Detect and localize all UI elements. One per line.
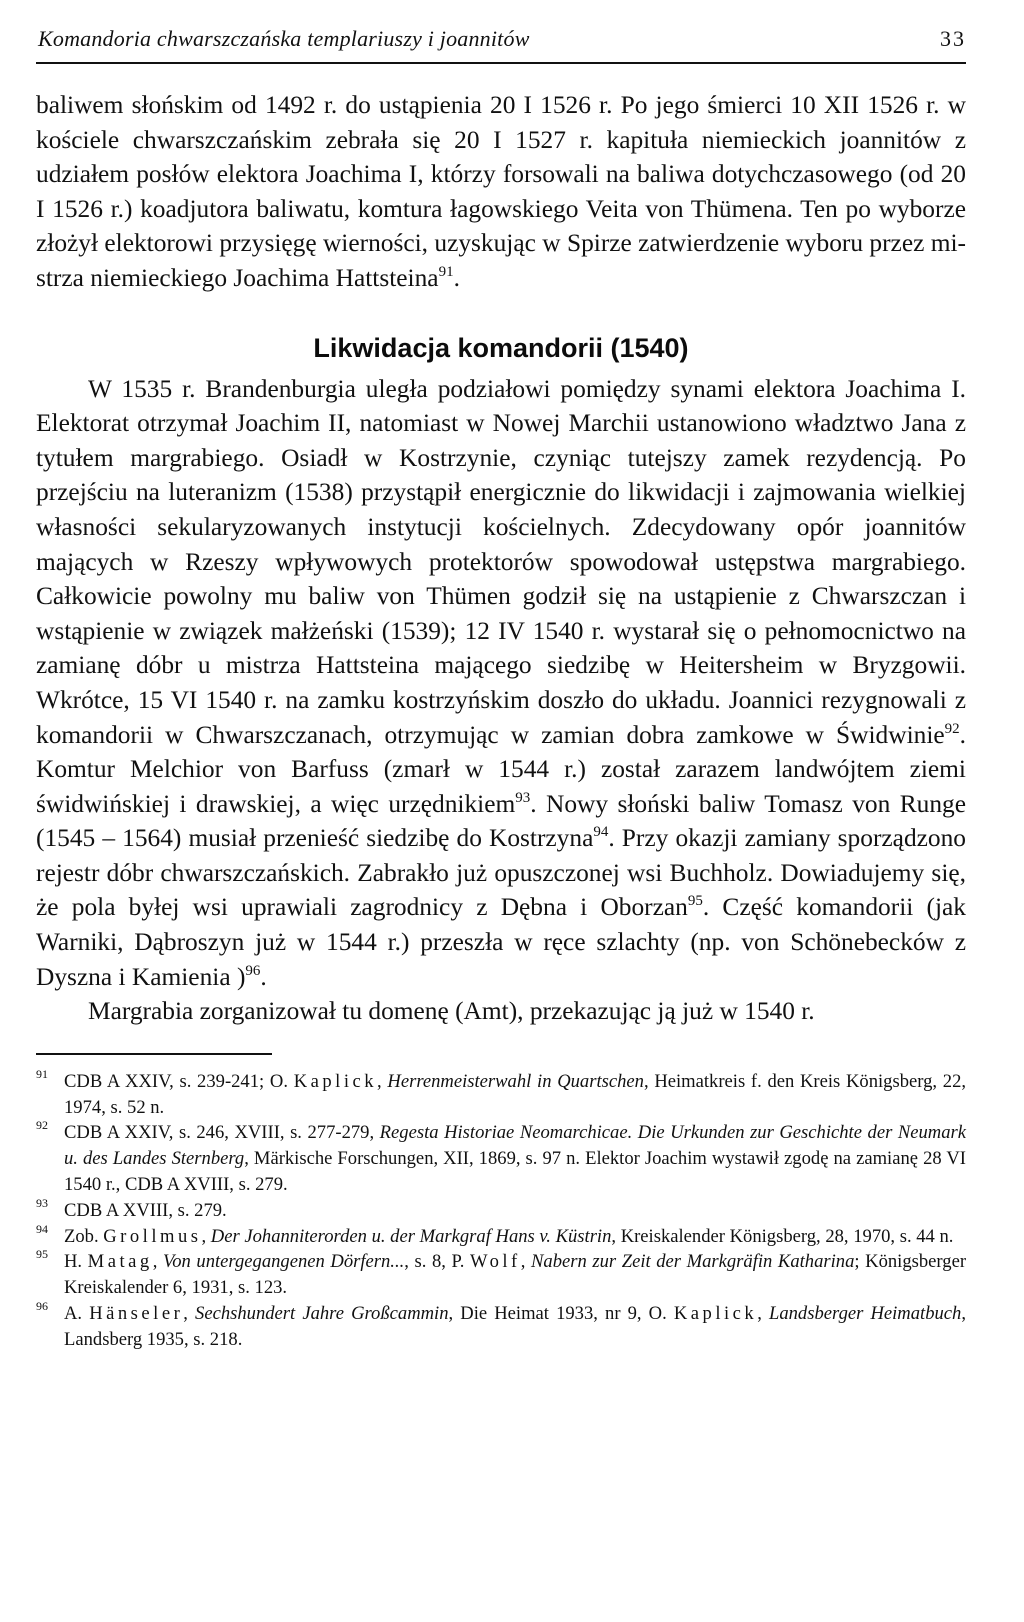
footnote-work-title: Sechshundert Jahre Großcammin [195,1303,449,1325]
footnote-ref-91: 91 [438,263,454,280]
footnote-text: A. [64,1303,90,1325]
footnote-93 [36,1195,966,1224]
footnote-author: Kaplick [673,1303,758,1325]
footnote-text: Zob. [64,1225,104,1247]
paragraph-2-text-e: . Część komandorii (jak Warniki, Dąbroszyn już w 1544 r.) przeszła w ręce szlachty (np. von Schönebecków z Dyszna i Kamienia ) [36,893,966,991]
paragraph-3: Margrabia zorganizował tu domenę (Amt), przekazując ją już w 1540 r. [88,997,815,1026]
footnote-text: , [757,1303,769,1325]
paragraph-2-text-c: . Nowy słoński baliw Tomasz von Runge (1545 – 1564) musiał przenieść siedzibę do Kostrzyna [36,789,966,853]
footnote-text: , [183,1303,196,1325]
footnote-96 [36,1301,966,1353]
footnote-text: CDB A XXIV, s. 239-241; O. [64,1070,294,1092]
footnote-94 [36,1221,966,1250]
running-title: Komandoria chwarszczańska templariuszy i joannitów [38,26,530,51]
paragraph-2-text-b: . Komtur Melchior von Barfuss (zmarł w 1544 r.) został zarazem landwójtem ziemi świdwińskiej i drawskiej, a więc urzędnikiem [36,720,966,818]
footnote-number: 94 [36,1221,48,1236]
footnote-work-title: Der Johanniterorden u. der Markgraf Hans v. Küstrin [210,1225,612,1247]
footnote-text: , Märkische Forschungen, XII, 1869, s. 97 n. Elektor Joachim wystawił zgodę na zamianę 28 VI 1540 r., CDB A XVIII, s. 279. [64,1148,966,1196]
footnote-text: , s. 8, P. [404,1251,471,1273]
footnote-92 [36,1120,966,1197]
footnote-95 [36,1249,966,1301]
footnote-text: H. [64,1251,88,1273]
footnote-text: , Landsberg 1935, s. 218. [64,1303,966,1350]
footnote-author: Grollmus [103,1225,202,1247]
footnote-work-title: Von untergegangenen Dörfern... [162,1251,405,1273]
footnote-91 [36,1066,967,1121]
footnote-author: Wolf [470,1251,521,1273]
footnote-work-title: Herrenmeisterwahl in Quartschen [387,1070,644,1092]
footnote-text: , [201,1225,211,1247]
footnote-text: , Heimatkreis f. den Kreis Königsberg, 22, 1974, s. 52 n. [64,1070,967,1118]
paragraph-2-text-f: . [260,962,267,991]
footnote-text: CDB A XVIII, s. 279. [64,1199,227,1221]
footnote-work-title: Landsberger Heimatbuch [769,1303,962,1325]
footnote-author: Kaplick [293,1070,378,1092]
book-page [36,22,966,1353]
footnote-divider [36,1053,272,1055]
main-text [36,88,966,1029]
footnote-work-title: Nabern zur Zeit der Markgräfin Katharina [531,1251,855,1273]
footnote-author: Matag [87,1251,153,1273]
footnote-text: , [520,1251,531,1273]
section-heading: Likwidacja komandorii (1540) [313,332,689,363]
footnote-ref-93: 93 [515,789,531,806]
footnote-ref-95: 95 [687,893,703,910]
footnote-ref-96: 96 [245,962,261,979]
footnote-text: CDB A XXIV, s. 246, XVIII, s. 277-279, [64,1122,380,1144]
footnote-number: 92 [36,1118,48,1133]
footnote-number: 93 [36,1195,48,1210]
paragraph-1-text-a: baliwem słońskim od 1492 r. do ustąpienia 20 I 1526 r. Po jego śmierci 10 XII 1526 r. w kościele chwarszczańskim zebrała się 20 I 1527 r. kapituła niemieckich joannitów z udziałem posłów elektora Joachima I, którzy forsowali na baliwa dotychczasowego (od 20 I 1526 r.) koadjutora baliwatu, komtura łagowskiego Veita von Thümena. Ten po wyborze złożył elektorowi przysięgę wierności, uzyskując w Spirze zatwierdzenie wyboru przez mistrza niemieckiego Joachima Hattsteina [36,91,966,292]
footnote-text: , [377,1070,388,1092]
running-head [36,22,966,64]
footnote-text: , [152,1251,163,1273]
footnote-text: , Kreiskalender Königsberg, 28, 1970, s. 44 n. [611,1225,954,1247]
footnote-ref-94: 94 [593,824,609,841]
footnote-author: Hänseler [89,1303,184,1325]
footnote-work-title: Regesta Historiae Neomarchicae. Die Urkunden zur Geschichte der Neumark u. des Landes Sternberg [64,1122,967,1170]
paragraph-1-text-b: . [453,263,460,292]
page-number: 33 [940,26,966,51]
footnote-number: 95 [36,1247,48,1262]
footnote-number: 91 [36,1066,48,1081]
paragraph-2-text-d: . Przy okazji zamiany sporządzono rejestr dóbr chwarszczańskich. Zabrakło już opuszczonej wsi Buchholz. Dowiadujemy się, że pola byłej wsi uprawiali zagrodnicy z Dębna i Oborzan [36,824,966,922]
footnote-text: , Die Heimat 1933, nr 9, O. [448,1303,674,1325]
footnote-text: ; Königsberger Kreiskalender 6, 1931, s. 123. [64,1251,967,1299]
footnotes [36,1066,967,1353]
paragraph-2-text-a: W 1535 r. Brandenburgia uległa podziałowi pomiędzy synami elektora Joachima I. Elektorat otrzymał Joachim II, natomiast w Nowej Marchii ustanowiono władztwo Jana z tytułem margrabiego. Osiadł w Kostrzynie, czyniąc tutejszy zamek rezydencją. Po przejściu na luteranizm (1538) przystąpił energicznie do likwidacji i zajmowania wielkiej własności sekularyzowanych instytucji kościelnych. Zdecydowany opór joannitów mających w Rzeszy wpływowych protektorów spowodował ustępstwa margrabiego. Całkowicie powolny mu baliw von Thümen godził się na ustąpienie z Chwarszczan i wstąpienie w związek małżeński (1539); 12 IV 1540 r. wystarał się o pełnomocnictwo na zamianę dóbr u mistrza Hattsteina mającego siedzibę w Heitersheim w Bryzgowii. Wkrótce, 15 VI 1540 r. na zamku kostrzyńskim doszło do układu. Joannici rezygnowali z komandorii w Chwarszczanach, otrzymując w zamian dobra zamkowe w Świdwinie [36,374,966,749]
footnote-ref-92: 92 [944,720,960,737]
paragraph-2 [36,372,966,995]
footnote-number: 96 [36,1299,48,1314]
paragraph-1 [36,88,966,296]
